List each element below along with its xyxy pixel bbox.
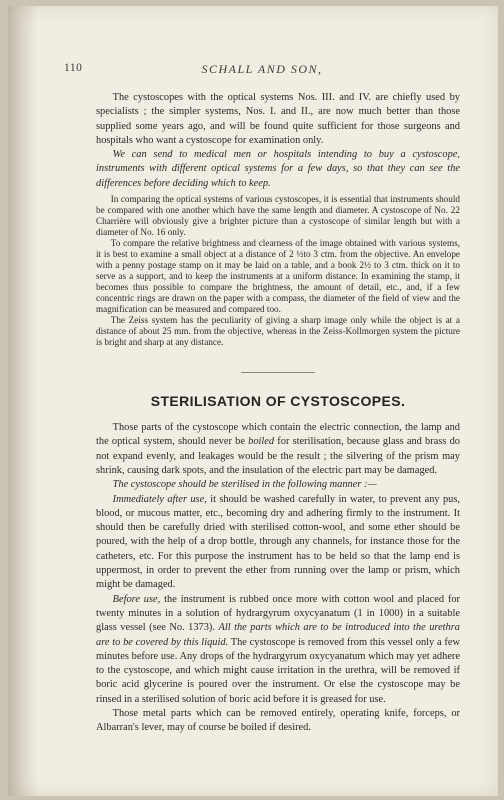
running-head-title: SCHALL AND SON, [201,62,323,76]
note-paragraph-zeiss: The Zeiss system has the peculiarity of giving a sharp image only while the object is at a distance of about 25 mm. from the objective, whereas in the Zeiss-Kollmorgen system the picture is bright and sharp at any distance. [96,315,460,348]
book-page [8,6,498,796]
section-divider [241,372,315,373]
note-paragraph-brightness: To compare the relative brightness and clearness of the image obtained with various systems, it is best to examine a small object at a distance of 2 ½to 3 ctm. from the objective. An envelope with a penny postage stamp on it may be laid on a table, and a book 2½ to 3 ctm. thick on it to serve as a support, and to keep the instruments at a uniform distance. In examining the stamp, it becomes thus possible to compare the brightness, the amount of detail, etc., and, if a few concentric rings are drawn on the paper with a compass, the diameter of the field of view and the magnification can be measured and compared too. [96,238,460,315]
sterilisation-paragraph-5: Those metal parts which can be removed entirely, operating knife, forceps, or Albarran's lever, may of course be boiled if desired. [96,708,460,734]
intro-italic-text: We can send to medical men or hospitals intending to buy a cystoscope, instruments with different optical systems for a few days, so that they can see the differences before deciding which to keep. [96,149,460,189]
intro-italic-paragraph [96,148,460,191]
page-gutter-shadow [8,6,38,796]
sterilisation-paragraph-1: Those parts of the cystoscope which contain the electric connection, the lamp and the optical system, should never be boiled for sterilisation, because glass and brass do not expand evenly, and leakages would be the result ; the silvering of the prism may shrink, causing dark spots, and the insulation of the electric part may be damaged. [96,422,460,476]
page-body [96,91,460,736]
section-heading: STERILISATION OF CYSTOSCOPES. [150,393,406,410]
intro-paragraph: The cystoscopes with the optical systems Nos. III. and IV. are chiefly used by specialists ; the simpler systems, Nos. I. and II., are now much better than those supplied some years ago, and will be found quite sufficient for those surgeons and hospitals who want a cystoscope for examination only. [96,92,460,146]
page-number: 110 [64,62,83,74]
note-paragraph-comparing: In comparing the optical systems of various cystoscopes, it is essential that instruments should be compared with one another which have the same length and diameter. A cystoscope of No. 22 Charrière will obviously give a brighter picture than a cystoscope of similar length but with a diameter of No. 16 only. [96,194,460,238]
sterilisation-paragraph-4: Before use, the instrument is rubbed once more with cotton wool and placed for twenty minutes in a solution of hydrargyrum oxycyanatum (1 in 1000) in a suitable glass vessel (see No. 1373). All the parts which are to be introduced into the urethra are to be covered by this liquid. The cystoscope is removed from this vessel only a few minutes before use. Any drops of the hydrargyrum oxycyanatum which may yet adhere to the cystoscope, and which might cause irritation in the urethra, will be removed if boric acid glycerine is poured over the instrument. Or else the cystoscope may be rinsed in a sterilised solution of boric acid before it is greased for use. [96,593,461,705]
sterilisation-paragraph-2: The cystoscope should be sterilised in the following manner :— [112,479,377,491]
running-head [64,62,460,78]
sterilisation-paragraph-3: Immediately after use, it should be washed carefully in water, to prevent any pus, blood, or mucous matter, etc., becoming dry and adhering firmly to the instrument. It should then be carefully dried with sterilised cotton-wool, and some ether should be poured, with the help of a drop bottle, through any channels, for instance those for the catheters, etc. For this purpose the instrument has to be held so that the lamp end is uppermost, in order to prevent the ether from running over the lamp or prism, which might be damaged. [96,493,461,591]
